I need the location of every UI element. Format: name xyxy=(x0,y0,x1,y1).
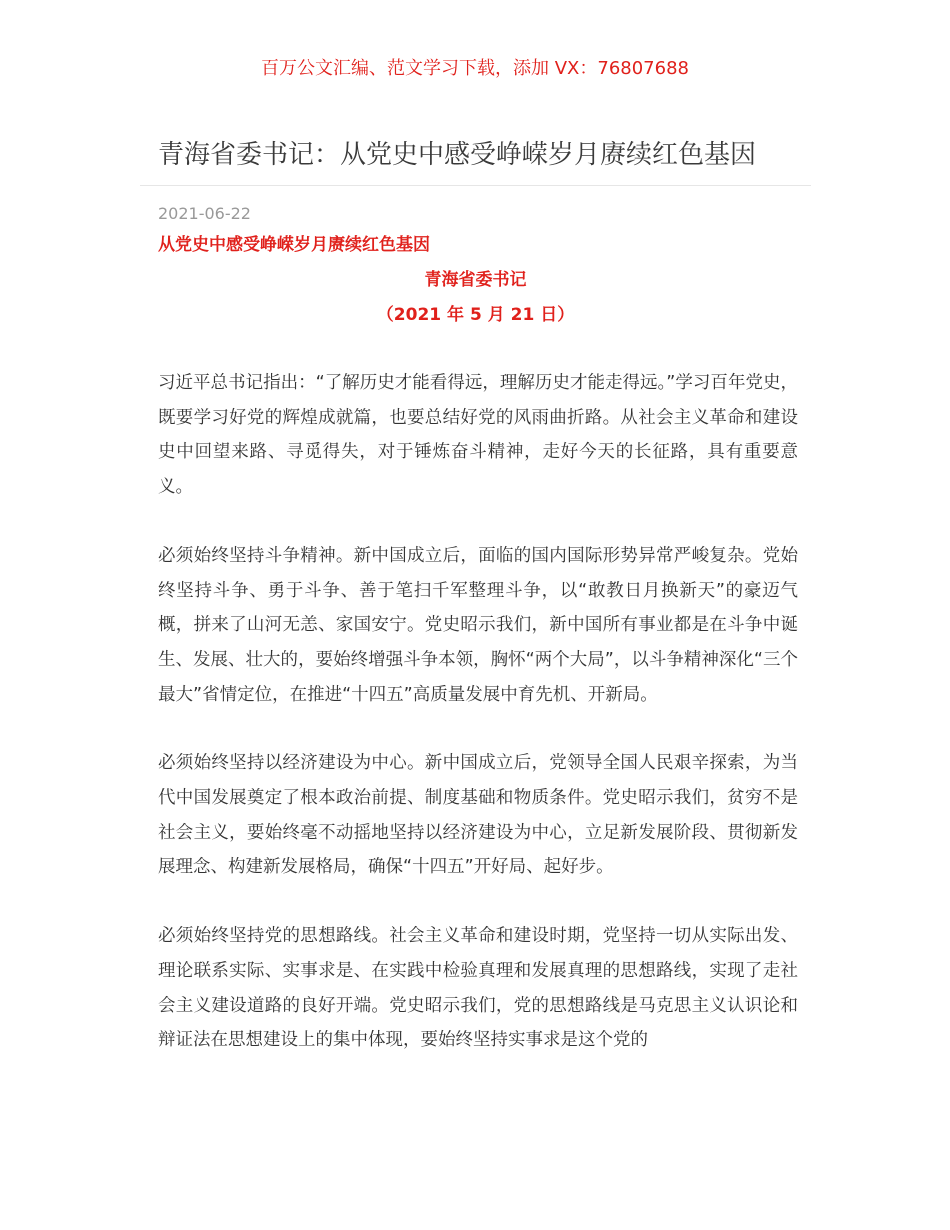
paragraph: 必须始终坚持以经济建设为中心。新中国成立后，党领导全国人民艰辛探索，为当代中国发展奠定了根本政治前提、制度基础和物质条件。党史昭示我们，贫穷不是社会主义，要始终毫不动摇地坚持以经济建设为中心，立足新发展阶段、贯彻新发展理念、构建新发展格局，确保“十四五”开好局、起好步。 xyxy=(158,753,798,878)
header-banner: 百万公文汇编、范文学习下载，添加 VX：76807688 xyxy=(261,58,689,79)
paragraph: 习近平总书记指出：“了解历史才能看得远，理解历史才能走得远。”学习百年党史，既要学习好党的辉煌成就篇，也要总结好党的风雨曲折路。从社会主义革命和建设史中回望来路、寻觅得失，对于锤炼奋斗精神，走好今天的长征路，具有重要意义。 xyxy=(158,373,798,498)
speech-date: （2021 年 5 月 21 日） xyxy=(376,305,575,325)
article-body xyxy=(158,366,798,1092)
author-line: 青海省委书记 xyxy=(424,270,527,290)
article-title: 青海省委书记：从党史中感受峥嵘岁月赓续红色基因 xyxy=(158,140,757,170)
publish-date: 2021-06-22 xyxy=(158,204,251,223)
paragraph: 必须始终坚持斗争精神。新中国成立后，面临的国内国际形势异常严峻复杂。党始终坚持斗争、勇于斗争、善于笔扫千军整理斗争，以“敢教日月换新天”的豪迈气概，拼来了山河无恙、家国安宁。党史昭示我们，新中国所有事业都是在斗争中诞生、发展、壮大的，要始终增强斗争本领，胸怀“两个大局”，以斗争精神深化“三个最大”省情定位，在推进“十四五”高质量发展中育先机、开新局。 xyxy=(158,545,798,705)
title-divider xyxy=(140,185,811,186)
article-subtitle: 从党史中感受峥嵘岁月赓续红色基因 xyxy=(158,235,430,255)
paragraph: 必须始终坚持党的思想路线。社会主义革命和建设时期，党坚持一切从实际出发、理论联系实际、实事求是、在实践中检验真理和发展真理的思想路线，实现了走社会主义建设道路的良好开端。党史昭示我们，党的思想路线是马克思主义认识论和辩证法在思想建设上的集中体现，要始终坚持实事求是这个党的 xyxy=(158,926,798,1051)
